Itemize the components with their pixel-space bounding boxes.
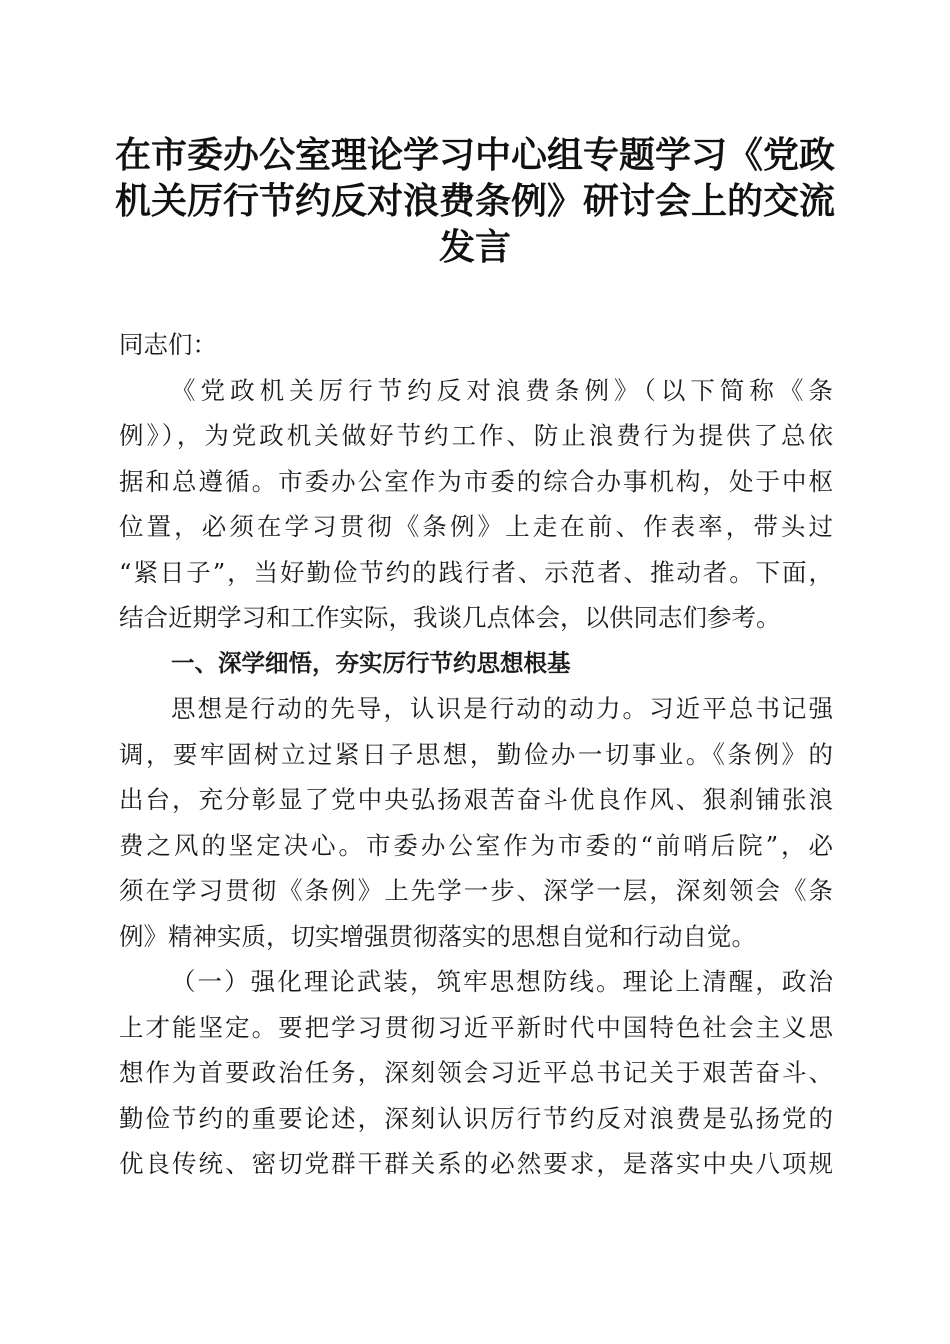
paragraph-line: 例》精神实质，切实增强贯彻落实的思想自觉和行动自觉。 [119,921,756,951]
paragraph-line: 上才能坚定。要把学习贯彻习近平新时代中国特色社会主义思 [119,1012,833,1042]
paragraph-line: 调，要牢固树立过紧日子思想，勤俭办一切事业。《条例》的 [119,739,833,769]
paragraph-subsection-one [119,959,833,1187]
salutation: 同志们： [119,330,217,359]
document-body [119,322,833,1187]
paragraph-line: 优良传统、密切党群干群关系的必然要求，是落实中央八项规 [119,1149,833,1178]
paragraph-line: 例》），为党政机关做好节约工作、防止浪费行为提供了总依 [119,421,833,450]
paragraph-section-one [119,686,833,959]
paragraph-line: 结合近期学习和工作实际，我谈几点体会，以供同志们参考。 [119,603,781,632]
paragraph-line: 位置，必须在学习贯彻《条例》上走在前、作表率，带头过 [119,512,833,541]
section-heading: 一、深学细悟，夯实厉行节约思想根基 [171,648,571,677]
title-line: 机关厉行节约反对浪费条例》研讨会上的交流 [114,180,835,222]
paragraph-line: 据和总遵循。市委办公室作为市委的综合办事机构，处于中枢 [119,466,833,496]
paragraph-line: （一）强化理论武装，筑牢思想防线。理论上清醒，政治 [171,967,833,996]
paragraph-line: “紧日子”，当好勤俭节约的践行者、示范者、推动者。下面， [119,557,833,587]
paragraph-line: 出台，充分彰显了党中央弘扬艰苦奋斗优良作风、狠刹铺张浪 [119,785,833,814]
paragraph-line: 须在学习贯彻《条例》上先学一步、深学一层，深刻领会《条 [119,876,833,905]
paragraph-line: 勤俭节约的重要论述，深刻认识厉行节约反对浪费是弘扬党的 [119,1103,833,1133]
document-title [110,132,840,270]
title-line: 发言 [438,226,511,268]
paragraph-line: 思想是行动的先导，认识是行动的动力。习近平总书记强 [171,694,833,723]
paragraph-line: 想作为首要政治任务，深刻领会习近平总书记关于艰苦奋斗、 [119,1058,833,1087]
title-line: 在市委办公室理论学习中心组专题学习《党政 [114,134,835,176]
paragraph-line: 《党政机关厉行节约反对浪费条例》（以下简称《条 [171,375,833,405]
paragraph-line: 费之风的坚定决心。市委办公室作为市委的“前哨后院”，必 [119,830,833,860]
paragraph-intro [119,368,833,641]
